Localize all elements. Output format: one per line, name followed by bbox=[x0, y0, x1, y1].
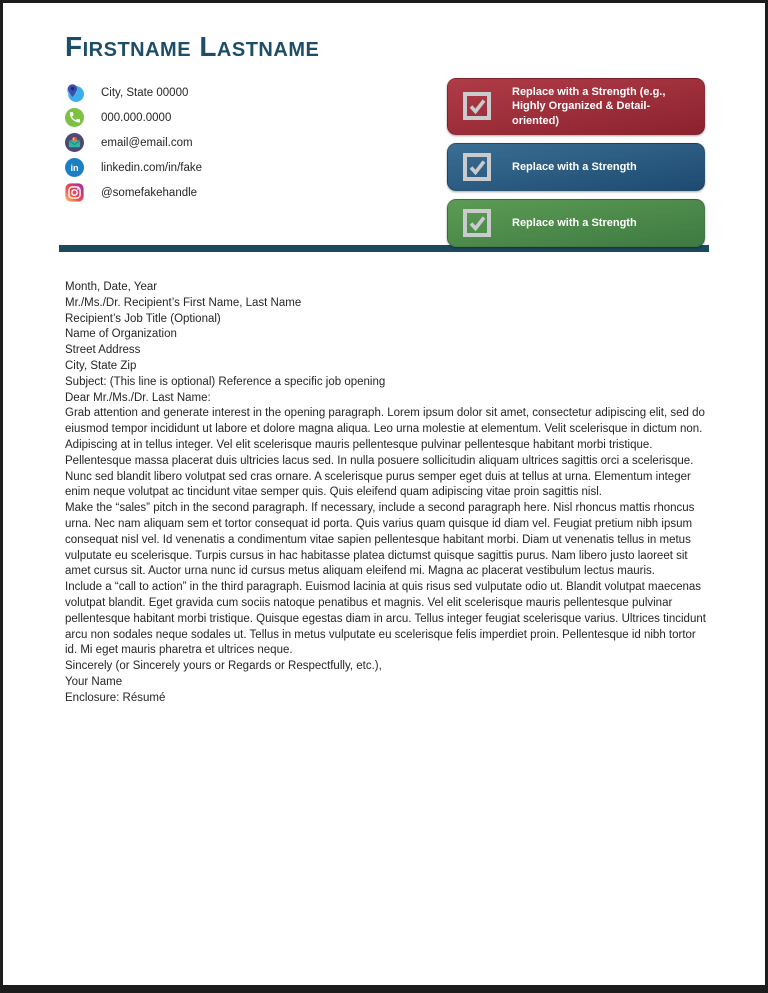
phone-text: 000.000.0000 bbox=[101, 111, 172, 124]
call-to-action-paragraph: Include a “call to action” in the third paragraph. Euismod lacinia at quis risus sed vulputate odio ut. Blandit volutpat maecenas volutpat blandit. Eget gravida cum sociis natoque penatibus et magnis. Vel elit scelerisque mauris pellentesque pulvinar pellentesque habitant morbi tristique. Quisque egestas diam in arcu. Tellus integer feugiat scelerisque varius. Ultrices tincidunt arcu non sodales neque sodales ut. Tellus in metus vulputate eu scelerisque felis imperdiet proin. Pellentesque id nibh tortor id. Mi eget mauris pharetra et ultrices neque. bbox=[65, 581, 706, 657]
svg-text:in: in bbox=[70, 163, 79, 174]
phone-icon bbox=[65, 108, 84, 127]
sales-pitch-paragraph: Make the “sales” pitch in the second paragraph. If necessary, include a second paragraph here. Nisl rhoncus mattis rhoncus urna. Nec nam aliquam sem et tortor consequat id porta. Quis varius quam quisque id diam vel. Feugiat pretium nibh ipsum consequat nisl vel. Id venenatis a condimentum vitae sapien pellentesque habitant morbi. Diam ut venenatis tellus in metus vulputate eu scelerisque. Turpis cursus in hac habitasse platea dictumst quisque sagittis purus. Nam libero justo laoreet sit amet cursus sit. Auctor urna nunc id cursus metus aliquam eleifend mi. Magna ac placerat vestibulum lectus mauris. bbox=[65, 502, 695, 578]
enclosure-line: Enclosure: Résumé bbox=[65, 691, 166, 704]
signature-name: Your Name bbox=[65, 675, 123, 688]
strength-badge-blue bbox=[447, 143, 705, 191]
linkedin-icon bbox=[65, 158, 84, 177]
page-title: Firstname Lastname bbox=[65, 31, 320, 62]
instagram-icon bbox=[65, 183, 84, 202]
strength-badge-label: Replace with a Strength bbox=[512, 160, 637, 173]
checkbox-icon bbox=[462, 152, 492, 182]
recipient-street-address: Street Address bbox=[65, 344, 141, 357]
recipient-job-title: Recipient’s Job Title (Optional) bbox=[65, 312, 221, 325]
linkedin-text: linkedin.com/in/fake bbox=[101, 161, 202, 174]
email-text: email@email.com bbox=[101, 136, 193, 149]
subject-line: Subject: (This line is optional) Reference a specific job opening bbox=[65, 375, 386, 388]
date-line: Month, Date, Year bbox=[65, 281, 158, 293]
letter-body bbox=[3, 252, 765, 707]
checkbox-icon bbox=[462, 91, 492, 121]
recipient-block bbox=[65, 296, 706, 375]
salutation: Dear Mr./Ms./Dr. Last Name: bbox=[65, 391, 211, 404]
strength-badge-label: Replace with a Strength bbox=[512, 216, 637, 229]
checkbox-icon bbox=[462, 208, 492, 238]
opening-paragraph: Grab attention and generate interest in the opening paragraph. Lorem ipsum dolor sit amet, consectetur adipiscing elit, sed do eiusmod tempor incididunt ut labore et dolore magna aliqua. Leo urna molestie at elementum. Velit scelerisque in dictum non. Adipiscing at in tellus integer. Vel elit scelerisque mauris pellentesque pulvinar pellentesque habitant morbi tristique. Pellentesque massa placerat duis ultricies lacus sed. In nulla posuere sollicitudin aliquam ultrices sagittis orci a scelerisque. Nunc sed blandit libero volutpat sed cras ornare. A scelerisque purus semper eget duis at tellus at urna. Elementum integer enim neque volutpat ac tincidunt vitae semper quis. Quis eleifend quam adipiscing vitae proin sagittis nisl. bbox=[65, 407, 705, 499]
location-pin-icon bbox=[65, 83, 84, 102]
strength-badges bbox=[447, 78, 705, 247]
recipient-organization: Name of Organization bbox=[65, 328, 177, 341]
header bbox=[3, 3, 765, 245]
recipient-city-state-zip: City, State Zip bbox=[65, 359, 137, 372]
strength-badge-label: Replace with a Strength (e.g., Highly Organized & Detail-oriented) bbox=[512, 86, 666, 127]
location-text: City, State 00000 bbox=[101, 86, 189, 99]
strength-badge-green bbox=[447, 199, 705, 247]
email-icon bbox=[65, 133, 84, 152]
closing-line: Sincerely (or Sincerely yours or Regards or Respectfully, etc.), bbox=[65, 660, 382, 673]
strength-badge-red bbox=[447, 78, 705, 135]
recipient-name: Mr./Ms./Dr. Recipient’s First Name, Last Name bbox=[65, 296, 302, 309]
instagram-text: @somefakehandle bbox=[101, 186, 198, 199]
